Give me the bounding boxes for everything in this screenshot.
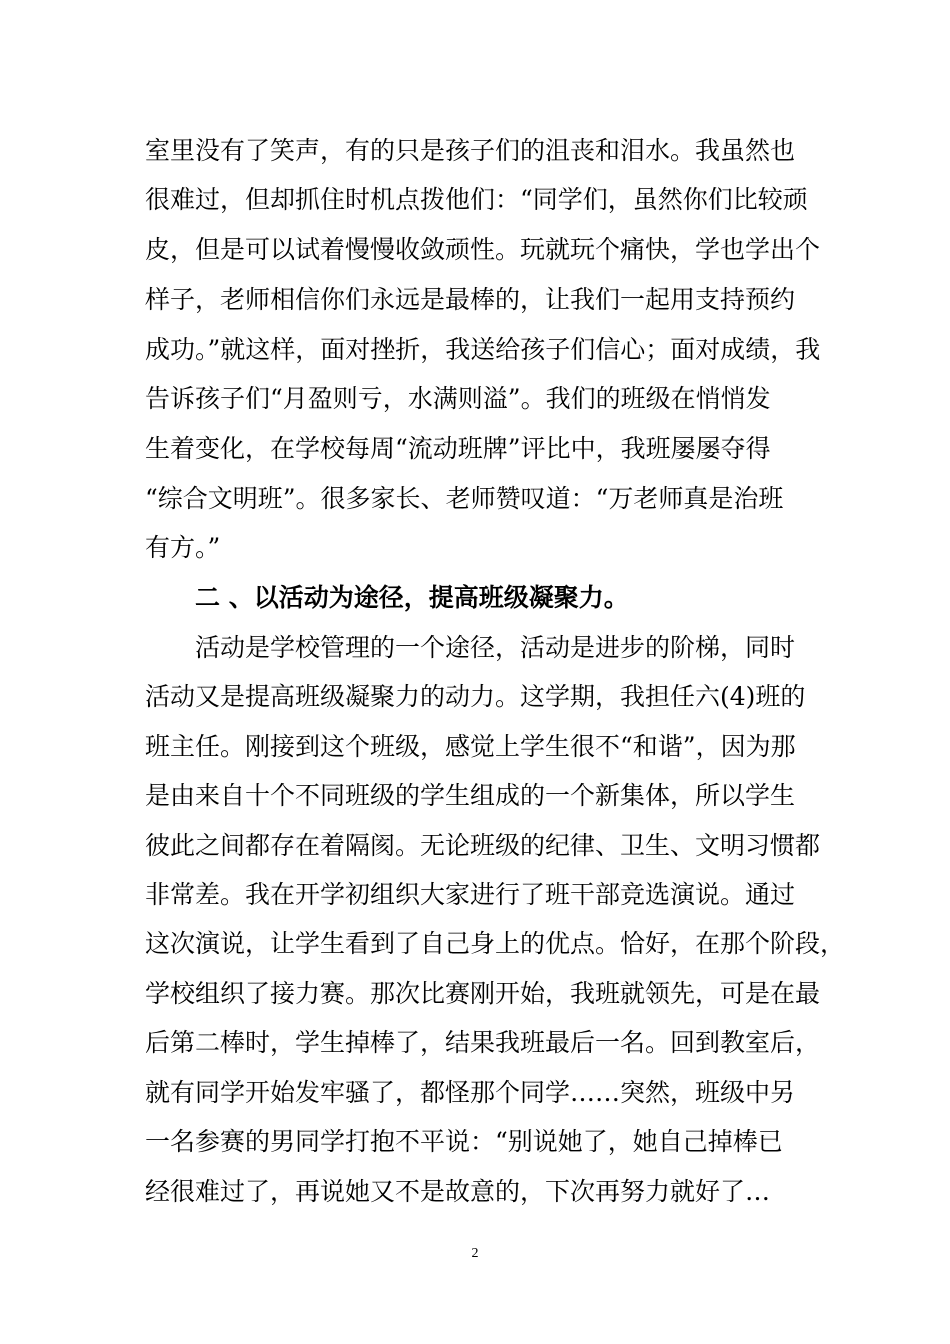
text-line: 生着变化，在学校每周“流动班牌”评比中，我班屡屡夺得 <box>145 434 771 463</box>
text-line: 活动又是提高班级凝聚力的动力。这学期，我担任六(4)班的 <box>145 682 806 711</box>
text-line: 室里没有了笑声，有的只是孩子们的沮丧和泪水。我虽然也 <box>145 136 796 165</box>
text-line: 样子，老师相信你们永远是最棒的，让我们一起用支持预约 <box>145 285 796 314</box>
page-number: 2 <box>471 1246 479 1261</box>
text-line: 彼此之间都存在着隔阂。无论班级的纪律、卫生、文明习惯都 <box>145 831 821 860</box>
text-line: 非常差。我在开学初组织大家进行了班干部竞选演说。通过 <box>145 880 796 909</box>
text-line: “综合文明班”。很多家长、老师赞叹道：“万老师真是治班 <box>145 484 784 513</box>
text-line: 告诉孩子们“月盈则亏，水满则溢”。我们的班级在悄悄发 <box>145 384 771 413</box>
text-line: 有方。” <box>145 533 221 562</box>
text-line: 后第二棒时，学生掉棒了，结果我班最后一名。回到教室后， <box>145 1028 821 1057</box>
text-line: 很难过，但却抓住时机点拨他们：“同学们，虽然你们比较顽 <box>145 185 808 214</box>
text-line: 成功。”就这样，面对挫折，我送给孩子们信心；面对成绩，我 <box>145 335 821 364</box>
paragraph-first-line: 活动是学校管理的一个途径，活动是进步的阶梯，同时 <box>195 633 796 662</box>
text-line: 就有同学开始发牢骚了，都怪那个同学……突然，班级中另 <box>145 1078 796 1107</box>
text-line: 皮，但是可以试着慢慢收敛顽性。玩就玩个痛快，学也学出个 <box>145 235 821 264</box>
text-line: 一名参赛的男同学打抱不平说：“别说她了，她自己掉棒已 <box>145 1127 783 1156</box>
section-heading: 二 、以活动为途径，提高班级凝聚力。 <box>195 583 629 612</box>
text-line: 学校组织了接力赛。那次比赛刚开始，我班就领先，可是在最 <box>145 979 821 1008</box>
text-line: 经很难过了，再说她又不是故意的，下次再努力就好了… <box>145 1177 771 1206</box>
text-line: 是由来自十个不同班级的学生组成的一个新集体，所以学生 <box>145 781 796 810</box>
text-line: 班主任。刚接到这个班级，感觉上学生很不“和谐”，因为那 <box>145 732 796 761</box>
text-line: 这次演说，让学生看到了自己身上的优点。恰好，在那个阶段， <box>145 929 846 958</box>
